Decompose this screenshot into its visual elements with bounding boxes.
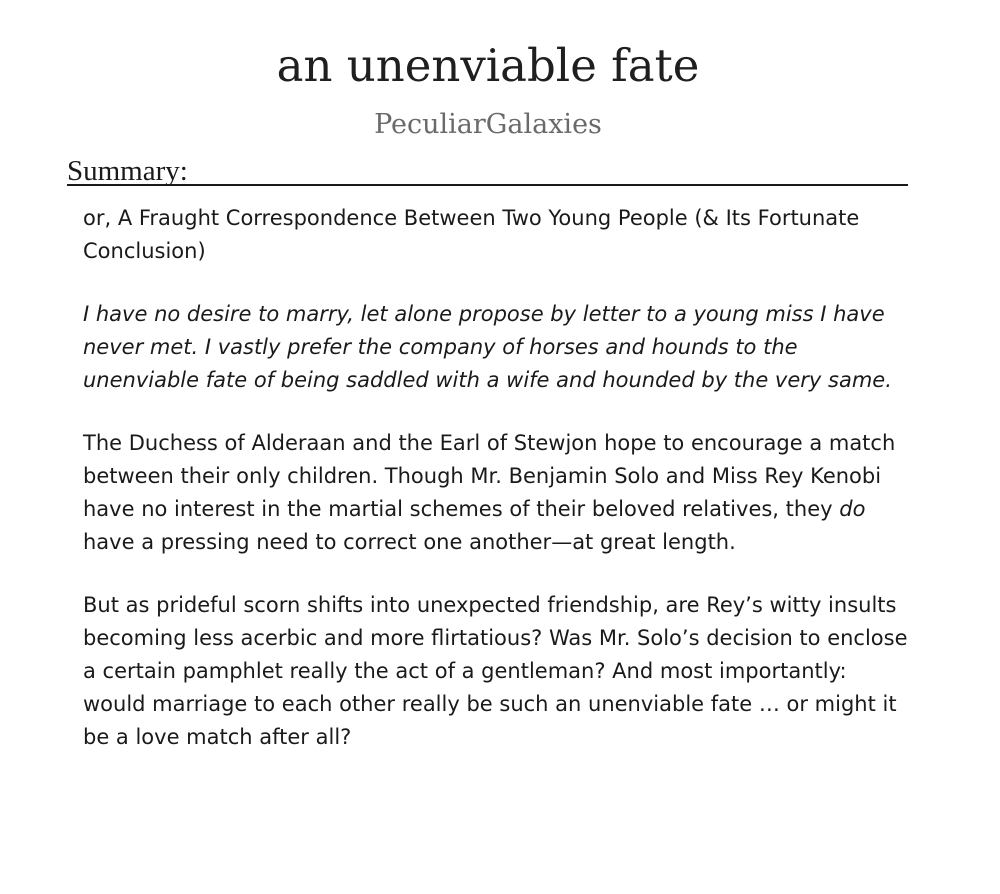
summary-paragraph-premise xyxy=(83,427,913,559)
author-name[interactable]: PeculiarGalaxies xyxy=(374,109,602,140)
summary-paragraph-questions: But as prideful scorn shifts into unexpected friendship, are Rey’s witty insults becoming less acerbic and more flirtatious? Was Mr. Solo’s decision to enclose a certain pamphlet really the act of a gentleman? And most importantly: would marriage to each other really be such an unenviable fate … or might it be a love match after all? xyxy=(83,593,908,749)
work-title: an unenviable fate xyxy=(276,39,700,92)
premise-emphasis: do xyxy=(839,497,866,521)
summary-paragraph-quote: I have no desire to marry, let alone propose by letter to a young miss I have never met. I vastly prefer the company of horses and hounds to the unenviable fate of being saddled with a wife and hounded by the very same. xyxy=(83,302,892,392)
summary-paragraph-subtitle: or, A Fraught Correspondence Between Two Young People (& Its Fortunate Conclusion) xyxy=(83,206,860,263)
premise-text-end: have a pressing need to correct one another—at great length. xyxy=(83,530,736,554)
summary-heading: Summary: xyxy=(67,152,908,186)
summary-body xyxy=(83,202,913,784)
premise-text-start: The Duchess of Alderaan and the Earl of Stewjon hope to encourage a match between their only children. Though Mr. Benjamin Solo and Miss Rey Kenobi have no interest in the martial schemes of their beloved relatives, they xyxy=(83,431,896,521)
